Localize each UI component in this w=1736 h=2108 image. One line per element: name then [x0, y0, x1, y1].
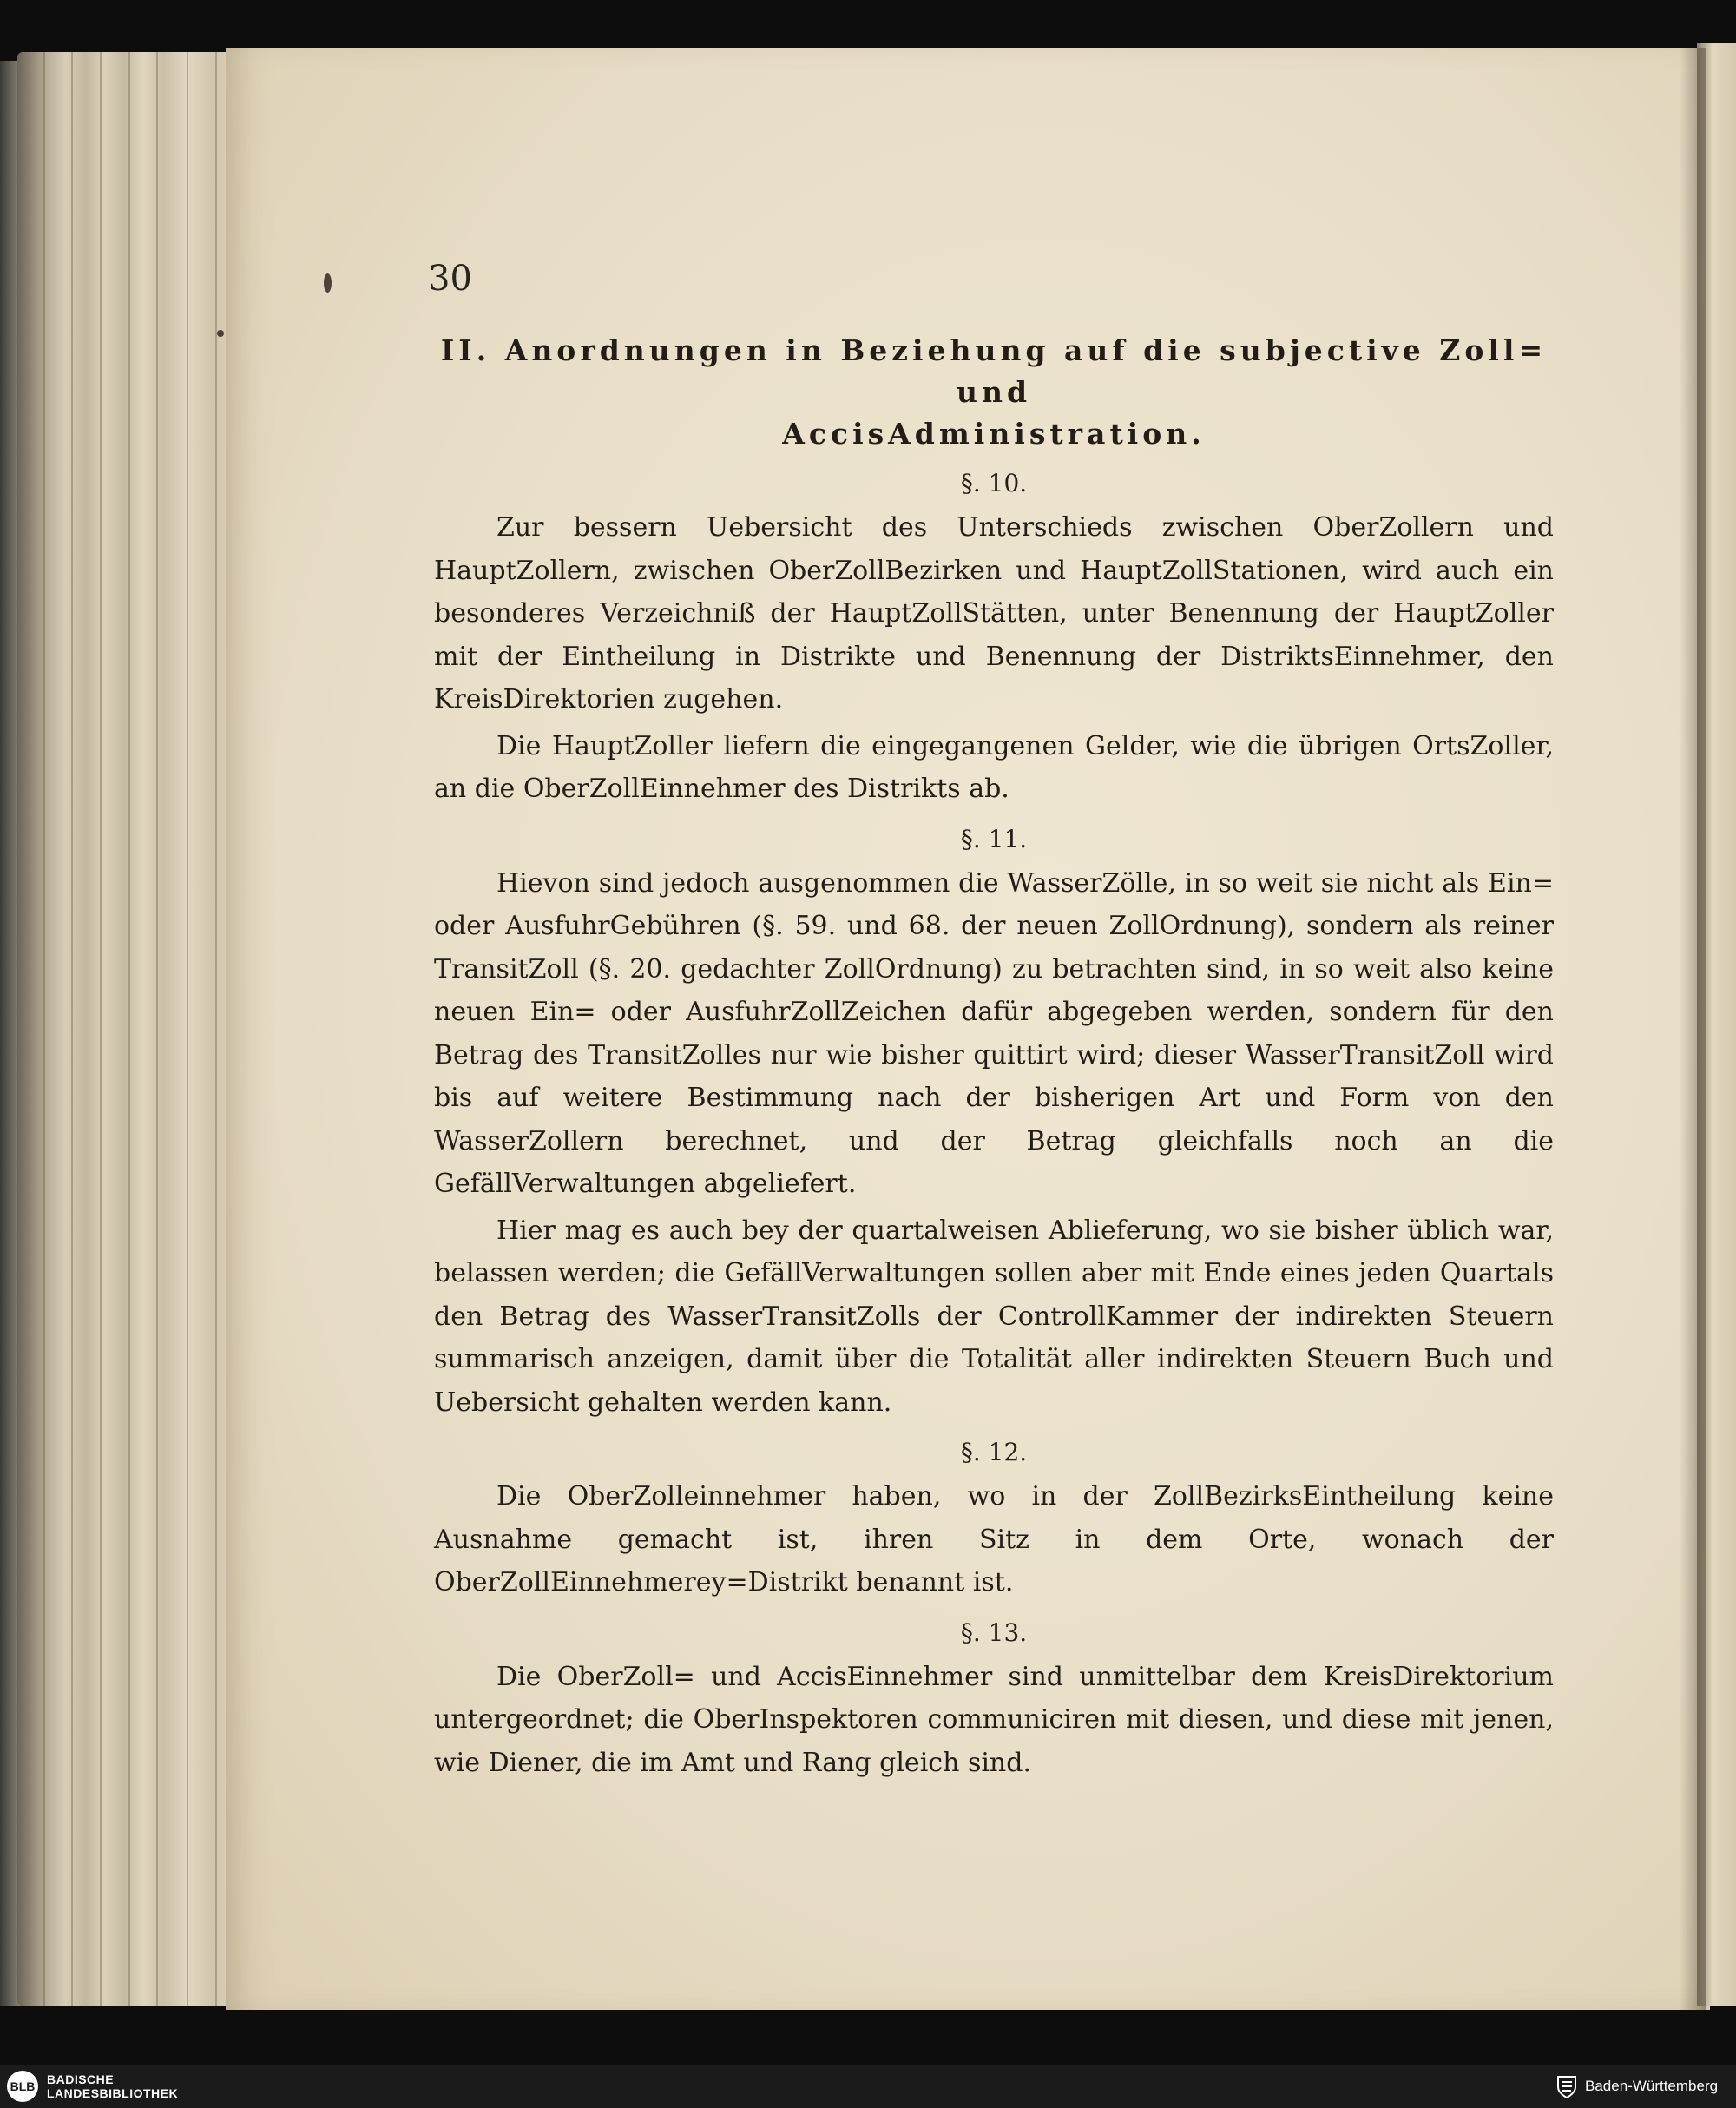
ink-spot: [217, 330, 224, 337]
state-name[interactable]: Baden-Württemberg: [1585, 2078, 1719, 2094]
paragraph: Die OberZoll= und AccisEinnehmer sind unmittelbar dem KreisDirektorium untergeordnet; die OberInspektoren communiciren mit diesen, und diese mit jenen, wie Diener, die im Amt und Rang gleich sind.: [434, 1661, 1554, 1778]
coat-of-arms-icon: [1555, 2073, 1578, 2099]
page-body: [434, 243, 1554, 1788]
blb-logo[interactable]: BLB: [7, 2071, 38, 2102]
ink-spot: [324, 273, 332, 293]
library-name-line-1: BADISCHE: [47, 2072, 115, 2086]
section-number: §. 12.: [960, 1438, 1028, 1466]
section-number: §. 11.: [960, 824, 1028, 853]
paragraph: Hier mag es auch bey der quartalweisen Ablieferung, wo sie bisher üblich war, belassen werden; die GefällVerwaltungen sollen aber mit Ende eines jeden Quartals den Betrag des WasserTransitZolls der ControllKammer der indirekten Steuern summarisch anzeigen, damit über die Totalität aller indirekten Steuern Buch und Uebersicht gehalten werden kann.: [434, 1215, 1554, 1418]
section-number: §. 13.: [960, 1617, 1028, 1647]
paragraph: Zur bessern Uebersicht des Unterschieds zwischen OberZollern und HauptZollern, zwischen OberZollBezirken und HauptZollStationen, wird auch ein besonderes Verzeichniß der HauptZollStätten, unter Benennung der HauptZoller mit der Eintheilung in Distrikte und Benennung der DistriktsEinnehmer, den KreisDirektorien zugehen.: [434, 512, 1554, 715]
section-10: [434, 469, 1554, 811]
library-name-line-2: LANDESBIBLIOTHEK: [47, 2086, 179, 2100]
section-number: §. 10.: [960, 469, 1028, 497]
section-11: [434, 825, 1554, 1425]
section-12: [434, 1438, 1554, 1604]
chapter-heading: [434, 330, 1554, 455]
paragraph: Hievon sind jedoch ausgenommen die WasserZölle, in so weit sie nicht als Ein= oder AusfuhrGebühren (§. 59. und 68. der neuen ZollOrdnung), sondern als reiner TransitZoll (§. 20. gedachter ZollOrdnung) zu betrachten sind, in so weit also keine neuen Ein= oder AusfuhrZollZeichen dafür abgegeben werden, sondern für den Betrag des TransitZolles nur wie bisher quittirt wird; dieser WasserTransitZoll wird bis auf weitere Bestimmung nach der bisherigen Art und Form von den WasserZollern berechnet, und der Betrag gleichfalls noch an die GefällVerwaltungen abgeliefert.: [434, 867, 1554, 1199]
paragraph: Die HauptZoller liefern die eingegangenen Gelder, wie die übrigen OrtsZoller, an die OberZollEinnehmer des Distrikts ab.: [434, 730, 1554, 804]
footer-bar: [0, 2065, 1736, 2108]
chapter-heading-line-1: II. Anordnungen in Beziehung auf die subjective Zoll= und: [440, 333, 1548, 409]
section-13: [434, 1618, 1554, 1785]
page-stack-edges: [17, 52, 260, 2006]
page-shadow: [1680, 48, 1706, 2010]
library-name[interactable]: [47, 2072, 178, 2100]
paragraph: Die OberZolleinnehmer haben, wo in der ZollBezirksEintheilung keine Ausnahme gemacht ist, ihren Sitz in dem Orte, wonach der OberZollEinnehmerey=Distrikt benannt ist.: [434, 1481, 1554, 1597]
chapter-heading-line-2: AccisAdministration.: [782, 417, 1206, 451]
page-number: 30: [428, 259, 472, 299]
